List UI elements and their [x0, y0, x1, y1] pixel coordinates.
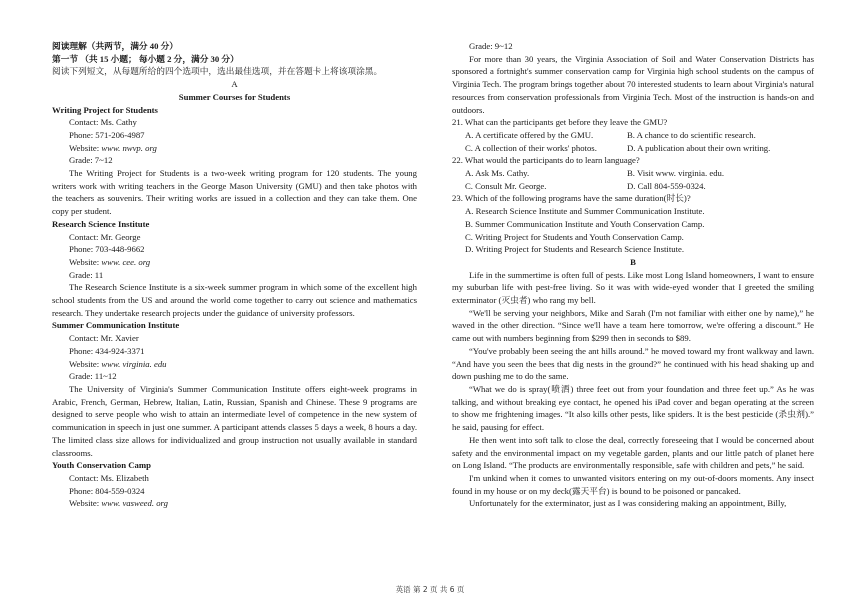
part-title: 第一节 （共 15 小题； 每小题 2 分，满分 30 分）	[52, 53, 239, 64]
instruction: 阅读下列短文，从每题所给的四个选项中，选出最佳选项，并在答题卡上将该项涂黑。	[52, 66, 383, 77]
program-name: Writing Project for Students	[52, 104, 158, 115]
website-url: www. virginia. edu	[101, 358, 167, 369]
passage-b-body	[452, 269, 814, 510]
program-youth-conservation-tail	[452, 40, 814, 116]
option-d: D. Call 804-559-0324.	[627, 180, 706, 191]
passage-b-letter: B	[630, 256, 636, 267]
question-21	[452, 116, 814, 154]
passage-a-title: Summer Courses for Students	[178, 91, 291, 102]
website-label: Website:	[69, 142, 102, 153]
program-summer-communication	[52, 319, 417, 459]
website-url: www. cee. org	[101, 256, 151, 267]
program-description: For more than 30 years, the Virginia Association of Soil and Water Conservation Districts has sponsored a fortnight's summer conservation camp for Virginia high school students on the campus of Virginia Tech. The program brings together about 70 interested students to learn about Virginia's natural resources from conservation professionals from Virginia Tech. Most of the instruction is hands-on and outdoors.	[452, 53, 814, 115]
option-a: A. Ask Ms. Cathy.	[465, 168, 530, 179]
website-url: www. nwvp. org	[101, 142, 157, 153]
question-stem: 21. What can the participants get before they leave the GMU?	[452, 117, 668, 128]
page-footer: 英语 第 2 页 共 6 页	[395, 585, 465, 594]
option-a: A. Research Science Institute and Summer Communication Institute.	[465, 206, 705, 217]
option-c: C. A collection of their works' photos.	[465, 142, 597, 153]
paragraph: “You've probably been seeing the ant hills around.” he moved toward my front walkway and lawn. “And have you seen the bees that dig nests in the ground?” he continued with his head shaking up and down pushing me to do the same.	[452, 345, 814, 382]
program-name: Youth Conservation Camp	[52, 460, 151, 471]
program-phone: Phone: 434-924-3371	[69, 345, 145, 356]
program-website	[52, 142, 417, 155]
program-description: The University of Virginia's Summer Communication Institute offers eight-week programs in Arabic, French, German, Hebrew, Italian, Latin, Russian, Spanish and Chinese. These 9 programs are designed to serve people who wish to attain an intermediate level of competence in the new system of communication in speech in just one summer. A participant attends classes 5 days a week, 8 hours a day. The limited class size allows for individualized and group instruction not usually available in standard classrooms.	[52, 383, 417, 458]
website-label: Website:	[69, 498, 102, 509]
program-youth-conservation-head	[52, 459, 417, 510]
question-23	[452, 192, 814, 256]
option-c: C. Consult Mr. George.	[465, 180, 547, 191]
right-column	[452, 40, 814, 510]
program-research-science	[52, 218, 417, 320]
program-grade: Grade: 11~12	[69, 371, 117, 382]
paragraph: Unfortunately for the exterminator, just as I was considering making an appointment, Billy,	[469, 498, 787, 509]
question-stem: 22. What would the participants do to learn language?	[452, 155, 640, 166]
option-d: D. Writing Project for Students and Research Science Institute.	[465, 244, 685, 255]
paragraph: “We'll be serving your neighbors, Mike and Sarah (I'm not familiar with either one by name),” he waved in the other direction. “Since we'll have a team here tomorrow, we're offering a discount.” He came out with numbers beginning from $299 then in seconds to $89.	[452, 307, 814, 344]
program-phone: Phone: 703-448-9662	[69, 244, 145, 255]
paragraph: “What we do is spray(喷洒) three feet out from your foundation and three feet up.” As he was talking, and without breaking eye contact, he opened his iPad cover and began operating at the screen to show me frightening images. “It also kills other pests, like spiders. It is the best pesticide (杀虫剂).” he said, pausing for effect.	[452, 383, 814, 433]
program-writing-project	[52, 104, 417, 218]
program-grade: Grade: 11	[69, 269, 104, 280]
program-website	[52, 256, 417, 269]
program-description: The Writing Project for Students is a two-week writing program for 120 students. The young writers work with writing teachers in the George Mason University (GMU) and then take photos with the teachers as souvenirs. Their writing works are issued in a collection and they can take them. One copy per student.	[52, 168, 417, 217]
program-grade: Grade: 9~12	[469, 41, 513, 51]
program-website	[52, 497, 417, 510]
question-stem: 23. Which of the following programs have the same duration(时长)?	[452, 193, 691, 204]
program-phone: Phone: 804-559-0324	[69, 485, 145, 496]
left-column	[52, 40, 417, 510]
paragraph: Life in the summertime is often full of pests. Like most Long Island homeowners, I want to ensure my suburban life with pest-free living. So it was with wide-eyed wonder that I greeted the smiling exterminator (灭虫者) who rang my bell.	[452, 269, 814, 306]
website-label: Website:	[69, 358, 102, 369]
passage-a-letter: A	[231, 79, 238, 90]
section-title: 阅读理解（共两节，满分 40 分）	[52, 41, 178, 51]
option-a: A. A certificate offered by the GMU.	[465, 129, 594, 140]
program-contact: Contact: Mr. George	[69, 231, 141, 242]
website-url: www. vasweed. org	[101, 498, 168, 509]
program-grade: Grade: 7~12	[69, 155, 113, 166]
program-website	[52, 358, 417, 371]
option-b: B. A chance to do scientific research.	[627, 129, 756, 140]
option-c: C. Writing Project for Students and Youth Conservation Camp.	[465, 231, 684, 242]
option-d: D. A publication about their own writing.	[627, 142, 771, 153]
question-22	[452, 154, 814, 192]
program-contact: Contact: Ms. Elizabeth	[69, 472, 149, 483]
program-contact: Contact: Mr. Xavier	[69, 333, 139, 344]
option-b: B. Summer Communication Institute and Youth Conservation Camp.	[465, 218, 705, 229]
program-name: Summer Communication Institute	[52, 320, 180, 331]
paragraph: I'm unkind when it comes to unwanted visitors entering on my out-of-doors moments. Any insect found in my house or on my deck(露天平台) is bound to be poisoned or pancaked.	[452, 472, 814, 496]
website-label: Website:	[69, 256, 102, 267]
program-name: Research Science Institute	[52, 218, 150, 229]
program-description: The Research Science Institute is a six-week summer program in which some of the excellent high school students from the US and around the world come together to carry out science and mathematics research. They undertake research projects under the guidance of university professors.	[52, 282, 417, 318]
paragraph: He then went into soft talk to close the deal, correctly foreseeing that I would be concerned about safety and the environmental impact on my vegetable garden, plants and our little patch of planet here on Long Island. “The products are environmentally responsible, safe with children and pets,” he said.	[452, 434, 814, 471]
option-b: B. Visit www. virginia. edu.	[627, 168, 725, 179]
program-contact: Contact: Ms. Cathy	[69, 117, 137, 128]
program-phone: Phone: 571-206-4987	[69, 129, 145, 140]
